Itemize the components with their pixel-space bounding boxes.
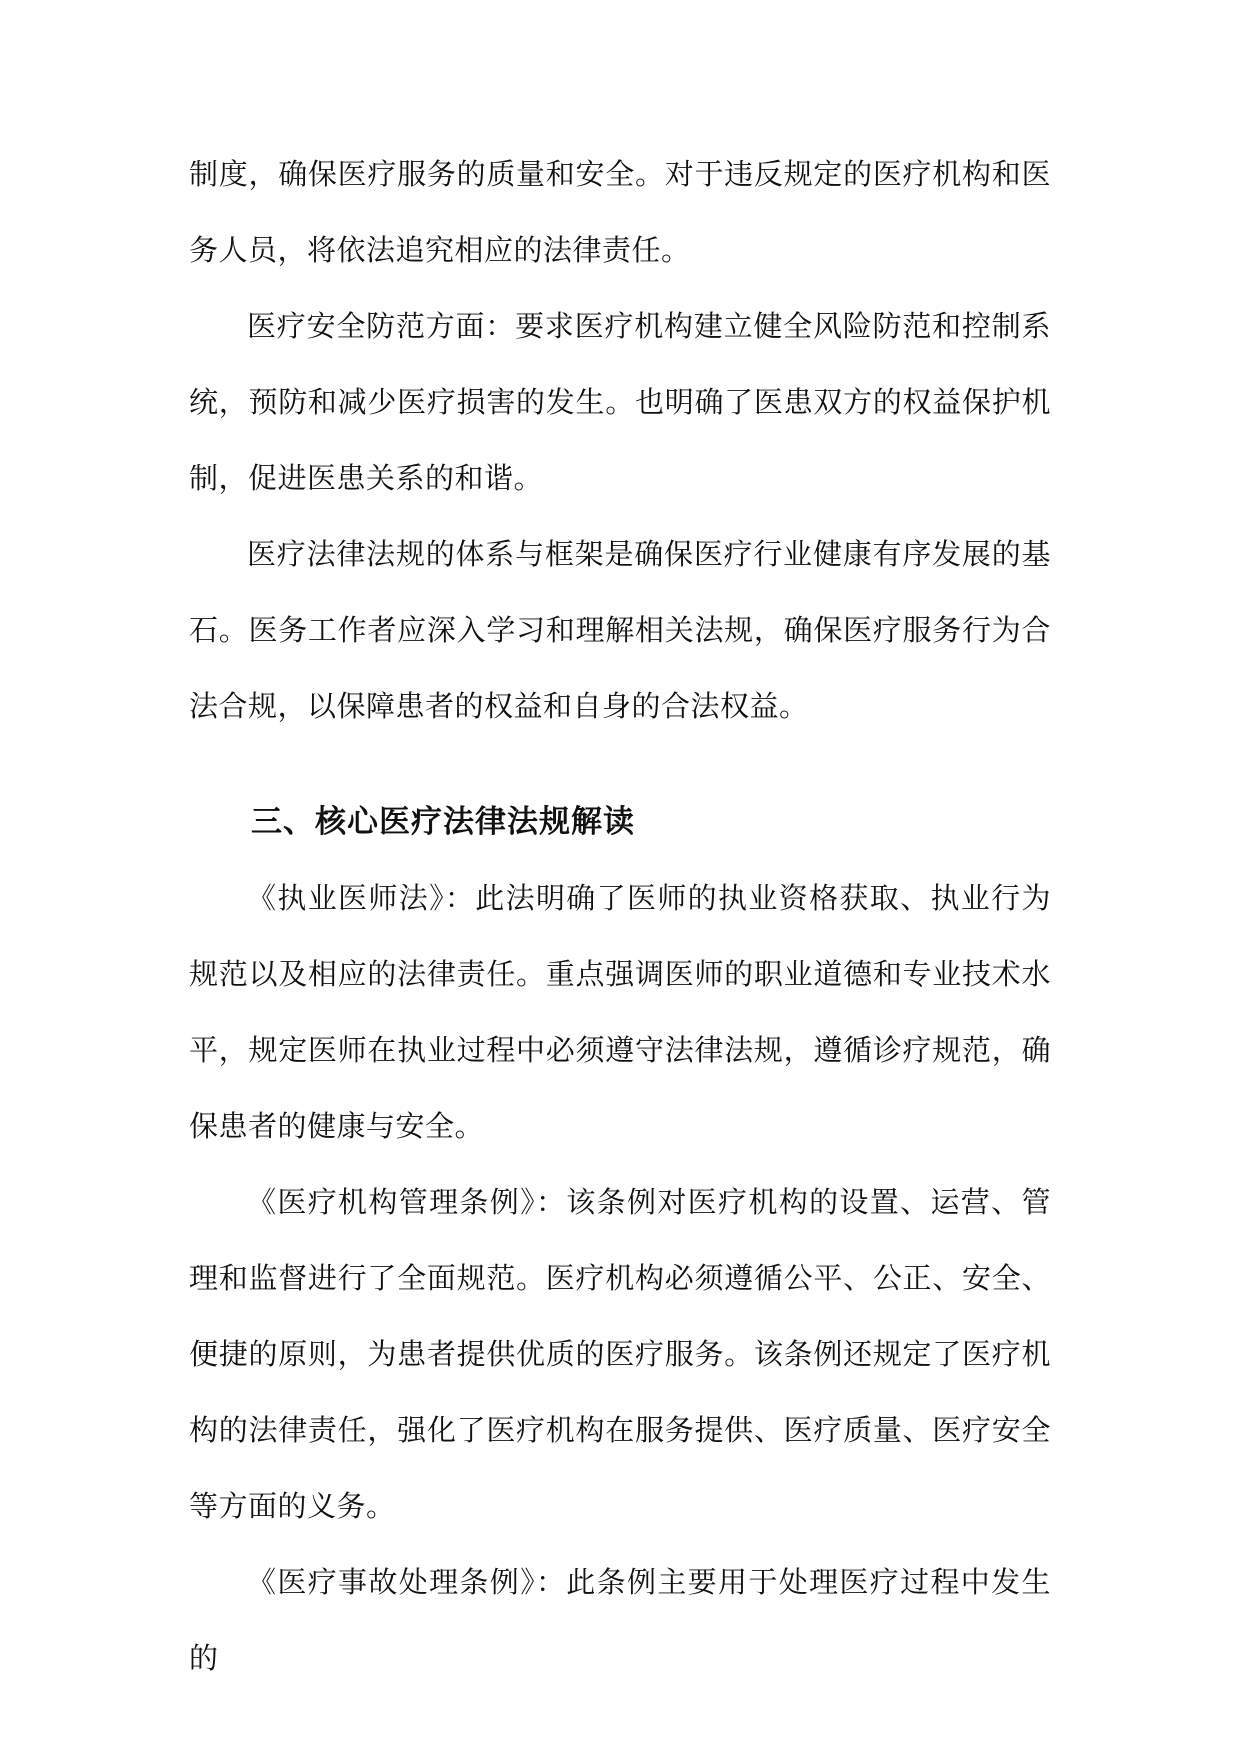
paragraph-system-framework: 医疗法律法规的体系与框架是确保医疗行业健康有序发展的基石。医务工作者应深入学习和理解相关法规，确保医疗服务行为合法合规，以保障患者的权益和自身的合法权益。 xyxy=(189,537,1051,723)
paragraph-safety-prevention: 医疗安全防范方面：要求医疗机构建立健全风险防范和控制系统，预防和减少医疗损害的发生。也明确了医患双方的权益保护机制，促进医患关系的和谐。 xyxy=(189,309,1051,495)
paragraph-physician-law: 《执业医师法》：此法明确了医师的执业资格获取、执业行为规范以及相应的法律责任。重点强调医师的职业道德和专业技术水平，规定医师在执业过程中必须遵守法律法规，遵循诊疗规范，确保患者的健康与安全。 xyxy=(189,881,1051,1143)
section-heading: 三、核心医疗法律法规解读 xyxy=(251,804,635,840)
paragraph-institution-regulation: 《医疗机构管理条例》：该条例对医疗机构的设置、运营、管理和监督进行了全面规范。医疗机构必须遵循公平、公正、安全、便捷的原则，为患者提供优质的医疗服务。该条例还规定了医疗机构的法律责任，强化了医疗机构在服务提供、医疗质量、医疗安全等方面的义务。 xyxy=(189,1185,1051,1523)
document-body xyxy=(189,136,1051,1696)
paragraph-continued: 制度，确保医疗服务的质量和安全。对于违反规定的医疗机构和医务人员，将依法追究相应的法律责任。 xyxy=(189,157,1051,267)
paragraph-accident-regulation: 《医疗事故处理条例》：此条例主要用于处理医疗过程中发生的 xyxy=(189,1565,1051,1675)
